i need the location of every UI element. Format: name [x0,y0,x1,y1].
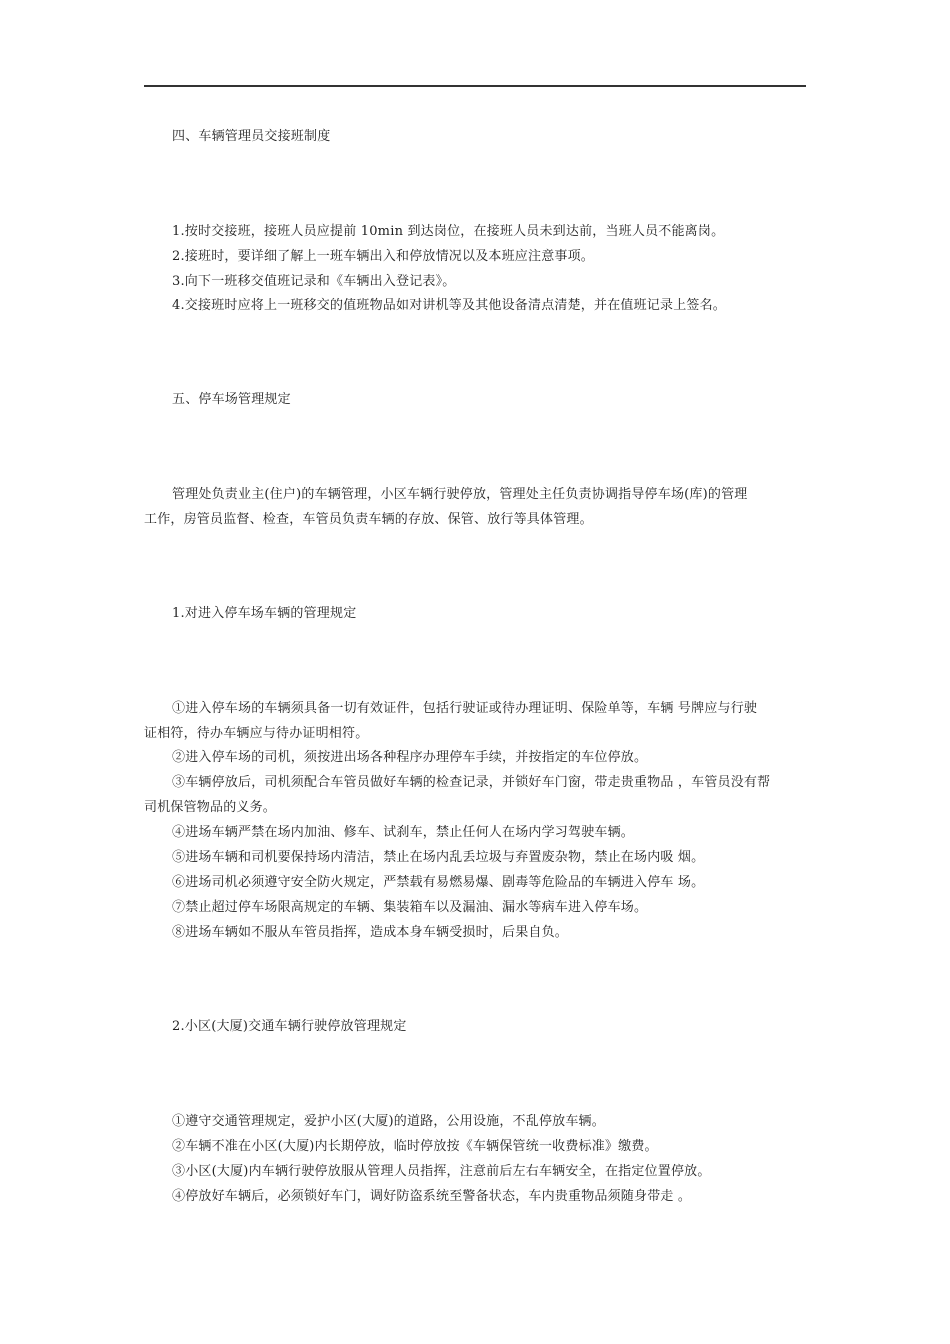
section-4-heading: 四、车辆管理员交接班制度 [172,129,331,144]
rule-1-6: ⑥进场司机必须遵守安全防火规定，严禁载有易燃易爆、剧毒等危险品的车辆进入停车 场。 [172,875,705,890]
section-5-intro-line-2: 工作，房管员监督、检查，车管员负责车辆的存放、保管、放行等具体管理。 [144,512,593,527]
rule-2-1: ①遵守交通管理规定，爱护小区(大厦)的道路，公用设施，不乱停放车辆。 [172,1114,605,1129]
rule-1-8: ⑧进场车辆如不服从车管员指挥，造成本身车辆受损时，后果自负。 [172,925,569,940]
rule-1-5: ⑤进场车辆和司机要保持场内清洁，禁止在场内乱丢垃圾与弃置废杂物，禁止在场内吸 烟。 [172,850,705,865]
rule-1-1-line-1: ①进入停车场的车辆须具备一切有效证件，包括行驶证或待办理证明、保险单等，车辆 号牌应与行驶 [172,701,758,716]
section-5-heading: 五、停车场管理规定 [172,392,291,407]
rule-2-2: ②车辆不准在小区(大厦)内长期停放，临时停放按《车辆保管统一收费标准》缴费。 [172,1139,658,1154]
section-4-item-4: 4.交接班时应将上一班移交的值班物品如对讲机等及其他设备清点清楚，并在值班记录上签名。 [172,298,727,313]
rule-1-3-line-1: ③车辆停放后，司机须配合车管员做好车辆的检查记录，并锁好车门窗，带走贵重物品 ，车管员没有帮 [172,775,771,790]
rule-2-3: ③小区(大厦)内车辆行驶停放服从管理人员指挥，注意前后左右车辆安全，在指定位置停放。 [172,1164,711,1179]
rule-1-4: ④进场车辆严禁在场内加油、修车、试刹车，禁止任何人在场内学习驾驶车辆。 [172,825,635,840]
rule-1-1-line-2: 证相符，待办车辆应与待办证明相符。 [144,726,369,741]
header-rule [144,85,806,87]
rule-1-7: ⑦禁止超过停车场限高规定的车辆、集装箱车以及漏油、漏水等病车进入停车场。 [172,900,648,915]
subsection-2-heading: 2.小区(大厦)交通车辆行驶停放管理规定 [172,1019,407,1034]
section-4-item-3: 3.向下一班移交值班记录和《车辆出入登记表》。 [172,274,456,289]
rule-1-2: ②进入停车场的司机，须按进出场各种程序办理停车手续，并按指定的车位停放。 [172,750,648,765]
rule-1-3-line-2: 司机保管物品的义务。 [144,800,277,815]
subsection-1-heading: 1.对进入停车场车辆的管理规定 [172,606,357,621]
section-4-item-2: 2.接班时，要详细了解上一班车辆出入和停放情况以及本班应注意事项。 [172,249,595,264]
section-5-intro-line-1: 管理处负责业主(住户)的车辆管理，小区车辆行驶停放，管理处主任负责协调指导停车场(库)的管理 [172,487,748,502]
rule-2-4: ④停放好车辆后，必须锁好车门，调好防盗系统至警备状态，车内贵重物品须随身带走 。 [172,1189,692,1204]
section-4-item-1: 1.按时交接班，接班人员应提前 10min 到达岗位，在接班人员未到达前，当班人员不能离岗。 [172,224,725,239]
